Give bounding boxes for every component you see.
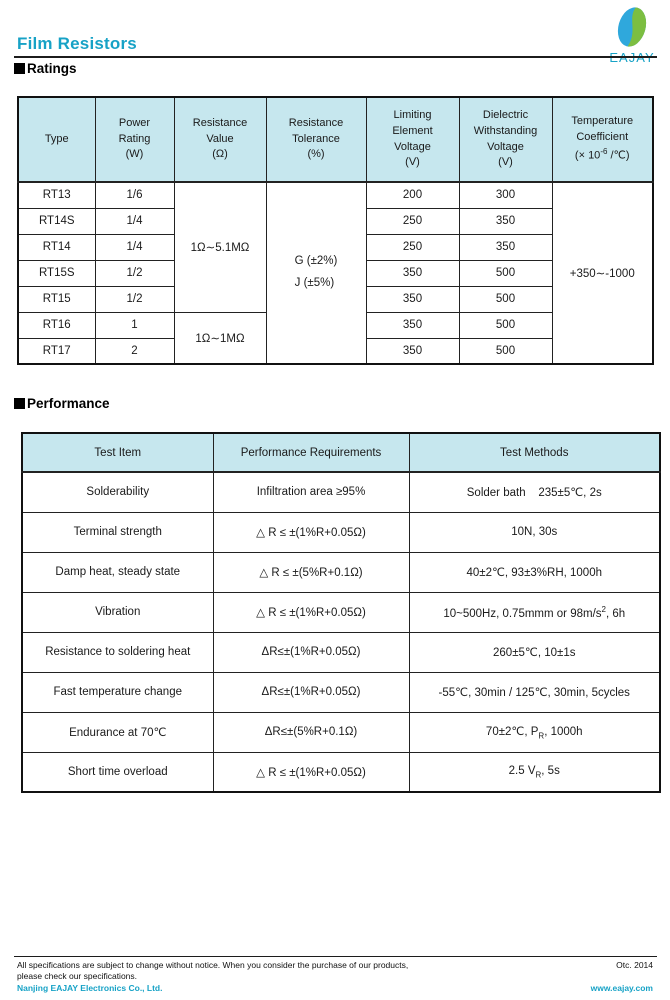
cell-limiting: 350 xyxy=(366,338,459,364)
cell-method: Solder bath 235±5℃, 2s xyxy=(409,472,660,512)
table-row xyxy=(22,632,660,672)
col-header-test-methods: Test Methods xyxy=(409,433,660,472)
logo-text: EAJAY xyxy=(609,50,655,65)
cell-resistance-range-1: 1Ω∼5.1MΩ xyxy=(174,182,266,312)
col-header-resistance-value: Resistance Value (Ω) xyxy=(174,97,266,182)
cell-power: 1/6 xyxy=(95,182,174,208)
footer-note-line1: All specifications are subject to change without notice. When you consider the purchase of our products, xyxy=(17,960,409,970)
cell-limiting: 200 xyxy=(366,182,459,208)
cell-requirement: ΔR≤±(1%R+0.05Ω) xyxy=(213,672,409,712)
cell-temp-coefficient: +350∼-1000 xyxy=(552,182,653,364)
cell-dielectric: 350 xyxy=(459,208,552,234)
cell-type: RT16 xyxy=(18,312,95,338)
table-row xyxy=(22,672,660,712)
cell-test-item: Solderability xyxy=(22,472,213,512)
footer-note xyxy=(17,960,408,982)
cell-requirement: △ R ≤ ±(1%R+0.05Ω) xyxy=(213,512,409,552)
cell-limiting: 250 xyxy=(366,234,459,260)
cell-limiting: 250 xyxy=(366,208,459,234)
footer-divider xyxy=(14,956,657,957)
cell-limiting: 350 xyxy=(366,312,459,338)
cell-dielectric: 500 xyxy=(459,286,552,312)
cell-type: RT17 xyxy=(18,338,95,364)
performance-table xyxy=(21,432,661,793)
header-divider xyxy=(14,56,657,58)
cell-dielectric: 500 xyxy=(459,260,552,286)
cell-dielectric: 350 xyxy=(459,234,552,260)
cell-limiting: 350 xyxy=(366,286,459,312)
cell-method: 2.5 $V_R$, 5s xyxy=(409,752,660,792)
footer-company: Nanjing EAJAY Electronics Co., Ltd. xyxy=(17,983,163,993)
cell-dielectric: 300 xyxy=(459,182,552,208)
table-row xyxy=(22,592,660,632)
cell-requirement: △ R ≤ ±(5%R+0.1Ω) xyxy=(213,552,409,592)
table-row xyxy=(22,552,660,592)
cell-test-item: Endurance at 70℃ xyxy=(22,712,213,752)
page-title: Film Resistors xyxy=(17,34,137,53)
cell-method: 10~500Hz, 0.75mmm or $98m/s^2$, 6h xyxy=(409,592,660,632)
section-heading-performance xyxy=(14,396,110,411)
cell-method: -55℃, 30min / 125℃, 30min, 5cycles xyxy=(409,672,660,712)
table-row xyxy=(22,512,660,552)
cell-power: 1/2 xyxy=(95,286,174,312)
cell-type: RT15 xyxy=(18,286,95,312)
cell-type: RT14S xyxy=(18,208,95,234)
col-header-requirements: Performance Requirements xyxy=(213,433,409,472)
cell-test-item: Fast temperature change xyxy=(22,672,213,712)
cell-requirement: △ R ≤ ±(1%R+0.05Ω) xyxy=(213,752,409,792)
cell-type: RT13 xyxy=(18,182,95,208)
cell-type: RT15S xyxy=(18,260,95,286)
ratings-header-row xyxy=(18,97,653,182)
leaf-logo-icon xyxy=(612,4,652,50)
cell-power: 1/2 xyxy=(95,260,174,286)
cell-dielectric: 500 xyxy=(459,338,552,364)
cell-resistance-range-2: 1Ω∼1MΩ xyxy=(174,312,266,364)
cell-power: 1/4 xyxy=(95,234,174,260)
ratings-table xyxy=(17,96,654,365)
tolerance-line-j: J (±5%) xyxy=(294,277,335,289)
performance-header-row xyxy=(22,433,660,472)
section-heading-ratings xyxy=(14,61,77,76)
col-header-test-item: Test Item xyxy=(22,433,213,472)
cell-test-item: Short time overload xyxy=(22,752,213,792)
section-label: Performance xyxy=(27,396,110,411)
cell-type: RT14 xyxy=(18,234,95,260)
col-header-resistance-tolerance: Resistance Tolerance (%) xyxy=(266,97,366,182)
cell-requirement: △ R ≤ ±(1%R+0.05Ω) xyxy=(213,592,409,632)
cell-test-item: Terminal strength xyxy=(22,512,213,552)
cell-dielectric: 500 xyxy=(459,312,552,338)
cell-test-item: Damp heat, steady state xyxy=(22,552,213,592)
cell-requirement: ΔR≤±(1%R+0.05Ω) xyxy=(213,632,409,672)
cell-tolerance xyxy=(266,182,366,364)
cell-power: 1/4 xyxy=(95,208,174,234)
col-header-dielectric-voltage: Dielectric Withstanding Voltage (V) xyxy=(459,97,552,182)
table-row xyxy=(22,752,660,792)
footer-website-link[interactable]: www.eajay.com xyxy=(590,983,653,993)
cell-method: 260±5℃, 10±1s xyxy=(409,632,660,672)
col-header-type: Type xyxy=(18,97,95,182)
cell-test-item: Resistance to soldering heat xyxy=(22,632,213,672)
section-marker-icon xyxy=(14,398,25,409)
table-row xyxy=(22,712,660,752)
cell-requirement: Infiltration area ≥95% xyxy=(213,472,409,512)
table-row xyxy=(18,182,653,208)
footer-note-line2: please check our specifications. xyxy=(17,971,138,981)
section-marker-icon xyxy=(14,63,25,74)
table-row xyxy=(22,472,660,512)
cell-method: 70±2℃, $P_R$, 1000h xyxy=(409,712,660,752)
cell-limiting: 350 xyxy=(366,260,459,286)
col-header-limiting-voltage: Limiting Element Voltage (V) xyxy=(366,97,459,182)
cell-power: 1 xyxy=(95,312,174,338)
cell-method: 10N, 30s xyxy=(409,512,660,552)
col-header-temp-coefficient: Temperature Coefficient (× $10^{-6}$ /℃) xyxy=(552,97,653,182)
cell-power: 2 xyxy=(95,338,174,364)
section-label: Ratings xyxy=(27,61,77,76)
col-header-power-rating: Power Rating (W) xyxy=(95,97,174,182)
footer-date: Otc. 2014 xyxy=(616,960,653,970)
cell-method: 40±2℃, 93±3%RH, 1000h xyxy=(409,552,660,592)
cell-test-item: Vibration xyxy=(22,592,213,632)
cell-requirement: ΔR≤±(5%R+0.1Ω) xyxy=(213,712,409,752)
tolerance-line-g: G (±2%) xyxy=(294,255,338,268)
